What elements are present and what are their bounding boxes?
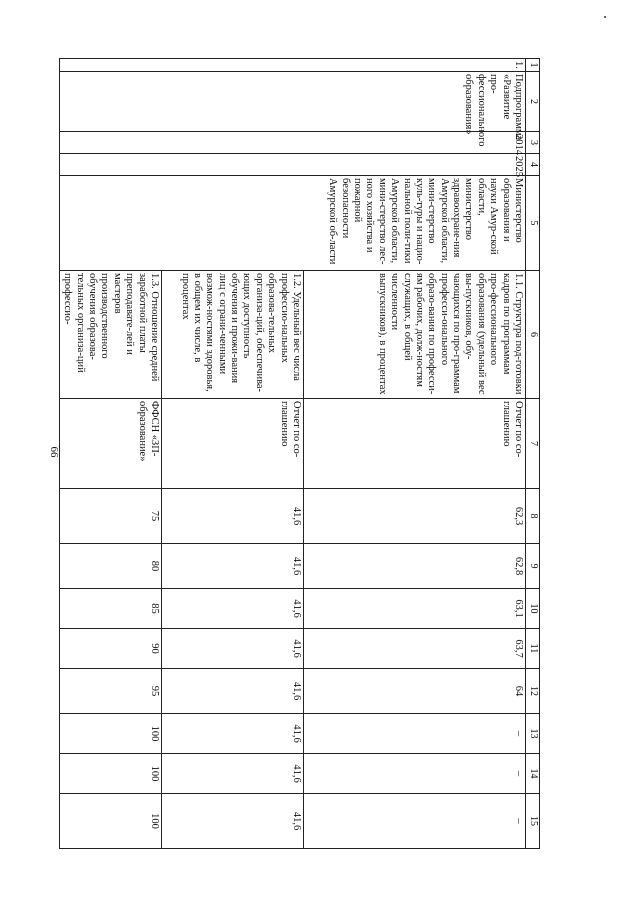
value-cell: 41,6: [162, 489, 304, 544]
col-header-3: 3: [526, 132, 540, 154]
responsible-executors: Министерство образования и науки Амур-ской области, министерство здравоохране-ния Амурской области, мини-стерство куль-туры и нацио-нальной поли-тики Амурской области, мини-стерство лес-ного хозяйства и пожарной безопасности Амурской об-ласти: [60, 176, 526, 271]
value-cell: 41,6: [162, 589, 304, 629]
page-number: 66: [48, 446, 60, 458]
value-cell: 85: [60, 589, 162, 629]
value-cell: –: [304, 714, 526, 754]
col-header-13: 13: [526, 714, 540, 754]
col-header-10: 10: [526, 589, 540, 629]
col-header-7: 7: [526, 399, 540, 489]
value-cell: 62,3: [304, 489, 526, 544]
col-header-12: 12: [526, 669, 540, 714]
value-cell: 100: [60, 714, 162, 754]
table-row: [304, 59, 526, 849]
value-cell: 63,1: [304, 589, 526, 629]
col-header-14: 14: [526, 754, 540, 794]
value-cell: 75: [60, 489, 162, 544]
value-cell: 41,6: [162, 544, 304, 589]
source-1-3: ФФСН «ЗП-образование»: [60, 399, 162, 489]
value-cell: –: [304, 794, 526, 849]
indicators-table: [59, 58, 540, 849]
indicator-1-1: 1.1. Структура под-готовки кадров по программам про-фессионального образования (удельный вес вы-пускников, обу-чающихся по про-граммам професси-онального образо-вания по професси-ям рабочих, долж-ностям служащих, в общей численности выпускников), в процентах: [304, 271, 526, 399]
value-cell: 41,6: [162, 669, 304, 714]
col-header-6: 6: [526, 271, 540, 399]
value-cell: –: [304, 754, 526, 794]
scan-speck: [604, 16, 606, 18]
value-cell: 41,6: [162, 714, 304, 754]
header-row: [526, 59, 540, 849]
value-cell: 41,6: [162, 794, 304, 849]
value-cell: 100: [60, 794, 162, 849]
row-number: 1.: [60, 59, 526, 72]
source-1-1: Отчет по со-глашению: [304, 399, 526, 489]
start-year: 2014: [60, 132, 526, 154]
value-cell: 41,6: [162, 629, 304, 669]
value-cell: 100: [60, 754, 162, 794]
col-header-1: 1: [526, 59, 540, 72]
subprogram-name: Подпрограмма «Развитие про-фессионального образования»: [60, 72, 526, 132]
col-header-11: 11: [526, 629, 540, 669]
rotated-table-container: [62, 58, 540, 848]
value-cell: 64: [304, 669, 526, 714]
col-header-4: 4: [526, 154, 540, 176]
col-header-9: 9: [526, 544, 540, 589]
value-cell: 80: [60, 544, 162, 589]
value-cell: 63,7: [304, 629, 526, 669]
indicator-1-2: 1.2. Удельный вес числа профессио-нальных образова-тельных организа-ций, обеспечива-ющих доступность обучения и прожи-вания лиц с ограни-ченными возмож-ностями здоровья, в общем их числе, в процентах: [162, 271, 304, 399]
col-header-5: 5: [526, 176, 540, 271]
value-cell: 95: [60, 669, 162, 714]
indicator-1-3: 1.3. Отношение средней заработной платы преподавате-лей и мастеров производственного обучения образова-тельных организа-ций профессио-: [60, 271, 162, 399]
source-1-2: Отчет по со-глашению: [162, 399, 304, 489]
value-cell: 62,8: [304, 544, 526, 589]
col-header-15: 15: [526, 794, 540, 849]
value-cell: 90: [60, 629, 162, 669]
col-header-8: 8: [526, 489, 540, 544]
end-year: 2025: [60, 154, 526, 176]
col-header-2: 2: [526, 72, 540, 132]
value-cell: 41,6: [162, 754, 304, 794]
